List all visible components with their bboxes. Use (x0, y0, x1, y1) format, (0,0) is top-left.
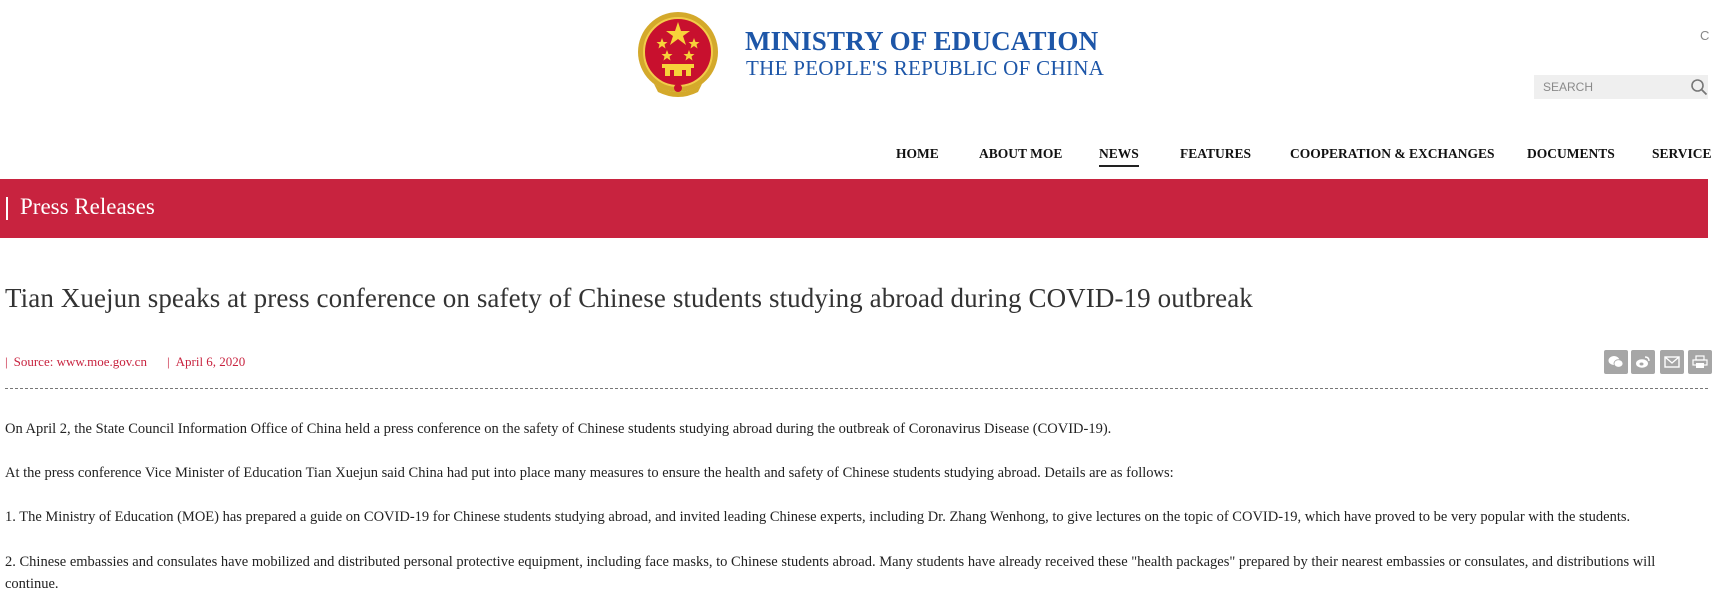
brand-title[interactable]: MINISTRY OF EDUCATION (745, 26, 1099, 56)
article-paragraph: At the press conference Vice Minister of Education Tian Xuejun said China had put into place many measures to ensure the health and safety of Chinese students studying abroad. Details are as follows: (5, 465, 1174, 481)
main-nav (0, 146, 1712, 168)
brand-subtitle[interactable]: THE PEOPLE'S REPUBLIC OF CHINA (746, 56, 1105, 80)
nav-cooperation-exchanges[interactable]: COOPERATION & EXCHANGES (1290, 146, 1495, 161)
share-email-button[interactable] (1660, 350, 1684, 374)
nav-news[interactable]: NEWS (1099, 146, 1139, 161)
search-input[interactable] (1534, 75, 1708, 99)
wechat-icon (1608, 355, 1624, 369)
article-paragraph: 1. The Ministry of Education (MOE) has prepared a guide on COVID-19 for Chinese students studying abroad, and invited leading Chinese experts, including Dr. Zhang Wenhong, to give lectures on the topic of COVID-19, which have proved to be very popular with the students. (5, 509, 1631, 525)
share-weibo-button[interactable] (1631, 350, 1655, 374)
section-banner (0, 179, 1708, 238)
article-title: Tian Xuejun speaks at press conference on safety of Chinese students studying abroad during COVID-19 outbreak (5, 283, 1253, 313)
share-print-button[interactable] (1688, 350, 1712, 374)
nav-documents[interactable]: DOCUMENTS (1527, 146, 1615, 161)
article-paragraph: On April 2, the State Council Information Office of China held a press conference on the safety of Chinese students studying abroad during the outbreak of Coronavirus Disease (COVID-19). (5, 421, 1112, 437)
meta-separator: | (5, 354, 8, 369)
date-text: April 6, 2020 (175, 354, 246, 369)
site-header (0, 0, 1708, 120)
nav-home[interactable]: HOME (896, 146, 939, 161)
article-divider (5, 388, 1708, 389)
language-link[interactable]: C (1700, 28, 1710, 43)
share-wechat-button[interactable] (1604, 350, 1628, 374)
national-emblem-icon[interactable] (634, 8, 722, 100)
banner-accent-bar (6, 197, 8, 220)
nav-service[interactable]: SERVICE (1652, 146, 1712, 161)
nav-features[interactable]: FEATURES (1180, 146, 1252, 161)
email-icon (1664, 356, 1680, 368)
weibo-icon (1635, 355, 1651, 369)
print-icon (1692, 355, 1708, 369)
nav-about-moe[interactable]: ABOUT MOE (979, 146, 1063, 161)
article-paragraph: 2. Chinese embassies and consulates have mobilized and distributed personal protective equipment, including face masks, to Chinese students abroad. Many students have already received these "health packages" prepared by their nearest embassies or consulates, and distributions will continue. (5, 554, 1656, 592)
section-title: Press Releases (20, 194, 155, 219)
article-date (167, 354, 245, 370)
search-icon[interactable] (1690, 78, 1708, 96)
source-text: Source: www.moe.gov.cn (13, 354, 147, 369)
meta-separator: | (167, 354, 170, 369)
article-source (5, 354, 147, 370)
